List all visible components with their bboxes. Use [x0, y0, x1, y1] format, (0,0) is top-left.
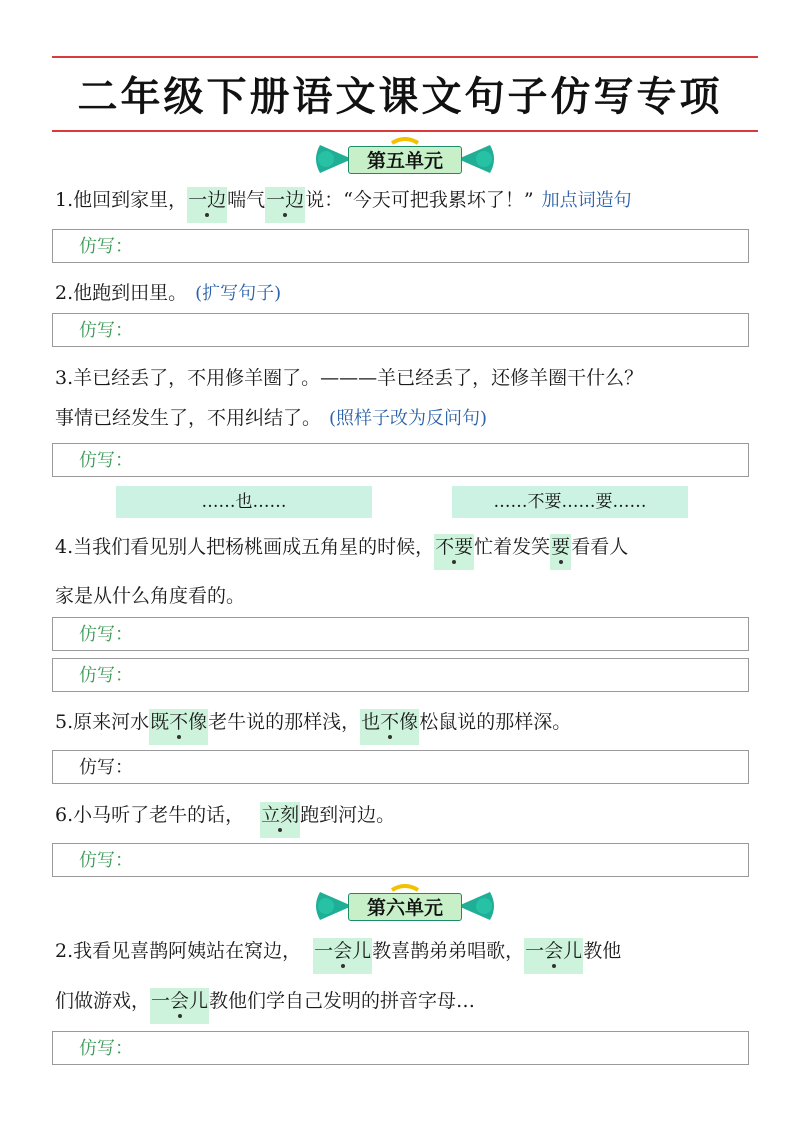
question-6 [55, 801, 395, 829]
answer-box-7[interactable] [52, 1031, 749, 1065]
q1-keyword-2: 一边 [265, 187, 305, 223]
q3-hint: (照样子改为反问句) [329, 408, 488, 429]
answer-box-3[interactable] [52, 443, 749, 477]
q5-keyword-2: 也不像 [360, 709, 419, 745]
answer-label: 仿写： [79, 320, 133, 341]
answer-label: 仿写： [79, 450, 133, 471]
answer-box-4a[interactable] [52, 617, 749, 651]
q7-text: 2.我看见喜鹊阿姨站在窝边， [55, 940, 302, 962]
answer-box-2[interactable] [52, 313, 749, 347]
unit-label: 第五单元 [348, 146, 462, 174]
q1-keyword-1: 一边 [187, 187, 227, 223]
q4-text: 忙着发笑 [474, 536, 551, 558]
page-title: 二年级下册语文课文句子仿写专项 [77, 74, 723, 120]
q4-keyword-2: 要 [550, 534, 571, 570]
q1-text: 喘气 [227, 189, 266, 211]
pattern-hint-2: ……不要……要…… [452, 486, 688, 518]
q2-text: 2.他跑到田里。 [55, 282, 188, 304]
question-3-line-1: 3.羊已经丢了，不用修羊圈了。———羊已经丢了，还修羊圈干什么？ [55, 367, 644, 389]
unit-banner-6 [312, 884, 498, 928]
answer-label: 仿写： [79, 665, 133, 686]
title-underline [52, 130, 758, 132]
q7-text: 教他们学自己发明的拼音字母… [209, 990, 476, 1012]
q7-keyword-1: 一会儿 [313, 938, 372, 974]
answer-box-4b[interactable] [52, 658, 749, 692]
q4-keyword-1: 不要 [434, 534, 474, 570]
question-5 [55, 708, 571, 736]
question-7-line-1 [55, 937, 621, 965]
q5-keyword-1: 既不像 [149, 709, 208, 745]
q6-text: 6.小马听了老牛的话， [55, 804, 245, 826]
q1-text: 说：“今天可把我累坏了！” [305, 189, 534, 211]
q4-text: 4.当我们看见别人把杨桃画成五角星的时候， [55, 536, 435, 558]
q1-hint: 加点词造句 [541, 190, 632, 211]
unit-banner-5 [312, 137, 498, 181]
answer-label: 仿写： [79, 850, 133, 871]
q7-text: 教喜鹊弟弟唱歌， [372, 940, 525, 962]
q7-keyword-2: 一会儿 [524, 938, 583, 974]
q7-text: 教他 [583, 940, 622, 962]
question-1 [55, 186, 632, 215]
q3-text: 事情已经发生了，不用纠结了。 [55, 407, 322, 429]
question-2 [55, 279, 281, 308]
answer-box-6[interactable] [52, 843, 749, 877]
answer-box-5[interactable] [52, 750, 749, 784]
pattern-hint-1: ……也…… [116, 486, 372, 518]
answer-box-1[interactable] [52, 229, 749, 263]
question-4-line-2: 家是从什么角度看的。 [55, 585, 246, 607]
q7-text: 们做游戏， [55, 990, 151, 1012]
q5-text: 老牛说的那样浅， [208, 711, 361, 733]
q6-text: 跑到河边。 [300, 804, 396, 826]
q1-text: 1.他回到家里， [55, 189, 188, 211]
q2-hint: (扩写句子) [195, 283, 282, 304]
answer-label: 仿写： [79, 236, 133, 257]
top-rule [52, 56, 758, 58]
q6-keyword-1: 立刻 [260, 802, 300, 838]
q7-keyword-3: 一会儿 [150, 988, 209, 1024]
answer-label: 仿写： [79, 1038, 133, 1059]
question-4-line-1 [55, 533, 628, 561]
answer-label: 仿写： [79, 757, 133, 778]
question-3-line-2 [55, 404, 487, 433]
q5-text: 5.原来河水 [55, 711, 150, 733]
q4-text: 看看人 [571, 536, 629, 558]
unit-label: 第六单元 [348, 893, 462, 921]
question-7-line-2 [55, 987, 475, 1015]
q5-text: 松鼠说的那样深。 [419, 711, 572, 733]
answer-label: 仿写： [79, 624, 133, 645]
